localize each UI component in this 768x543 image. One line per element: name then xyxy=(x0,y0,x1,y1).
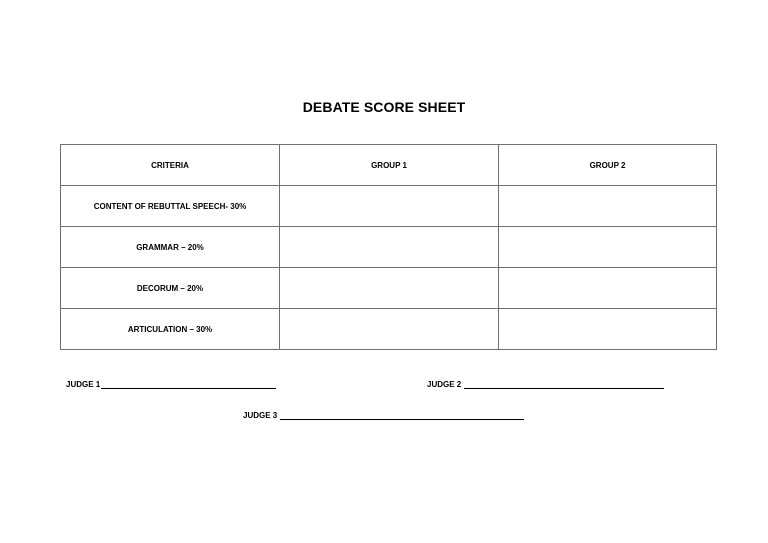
criteria-cell: ARTICULATION – 30% xyxy=(61,309,280,350)
judge-1-label: JUDGE 1 xyxy=(66,380,101,389)
criteria-cell: GRAMMAR – 20% xyxy=(61,227,280,268)
table-header-row xyxy=(61,145,717,186)
judge-3-label: JUDGE 3 xyxy=(243,411,278,420)
group-1-score-cell[interactable] xyxy=(280,227,499,268)
group-1-score-cell[interactable] xyxy=(280,268,499,309)
judge-2-label: JUDGE 2 xyxy=(427,380,462,389)
criteria-cell: DECORUM – 20% xyxy=(61,268,280,309)
group-2-score-cell[interactable] xyxy=(499,268,717,309)
table-row xyxy=(61,227,717,268)
group-2-score-cell[interactable] xyxy=(499,186,717,227)
score-table xyxy=(60,144,717,350)
judge-2-signature xyxy=(427,380,664,389)
header-group-1: GROUP 1 xyxy=(280,145,499,186)
group-1-score-cell[interactable] xyxy=(280,309,499,350)
judge-1-signature xyxy=(66,380,276,389)
header-criteria: CRITERIA xyxy=(61,145,280,186)
page-title: DEBATE SCORE SHEET xyxy=(302,99,466,115)
group-2-score-cell[interactable] xyxy=(499,227,717,268)
judge-3-signature-line[interactable] xyxy=(280,411,524,420)
criteria-cell: CONTENT OF REBUTTAL SPEECH- 30% xyxy=(61,186,280,227)
judge-1-signature-line[interactable] xyxy=(101,380,276,389)
group-2-score-cell[interactable] xyxy=(499,309,717,350)
group-1-score-cell[interactable] xyxy=(280,186,499,227)
judge-3-signature xyxy=(243,411,524,420)
header-group-2: GROUP 2 xyxy=(499,145,717,186)
judge-2-signature-line[interactable] xyxy=(464,380,664,389)
table-row xyxy=(61,186,717,227)
table-row xyxy=(61,268,717,309)
table-row xyxy=(61,309,717,350)
